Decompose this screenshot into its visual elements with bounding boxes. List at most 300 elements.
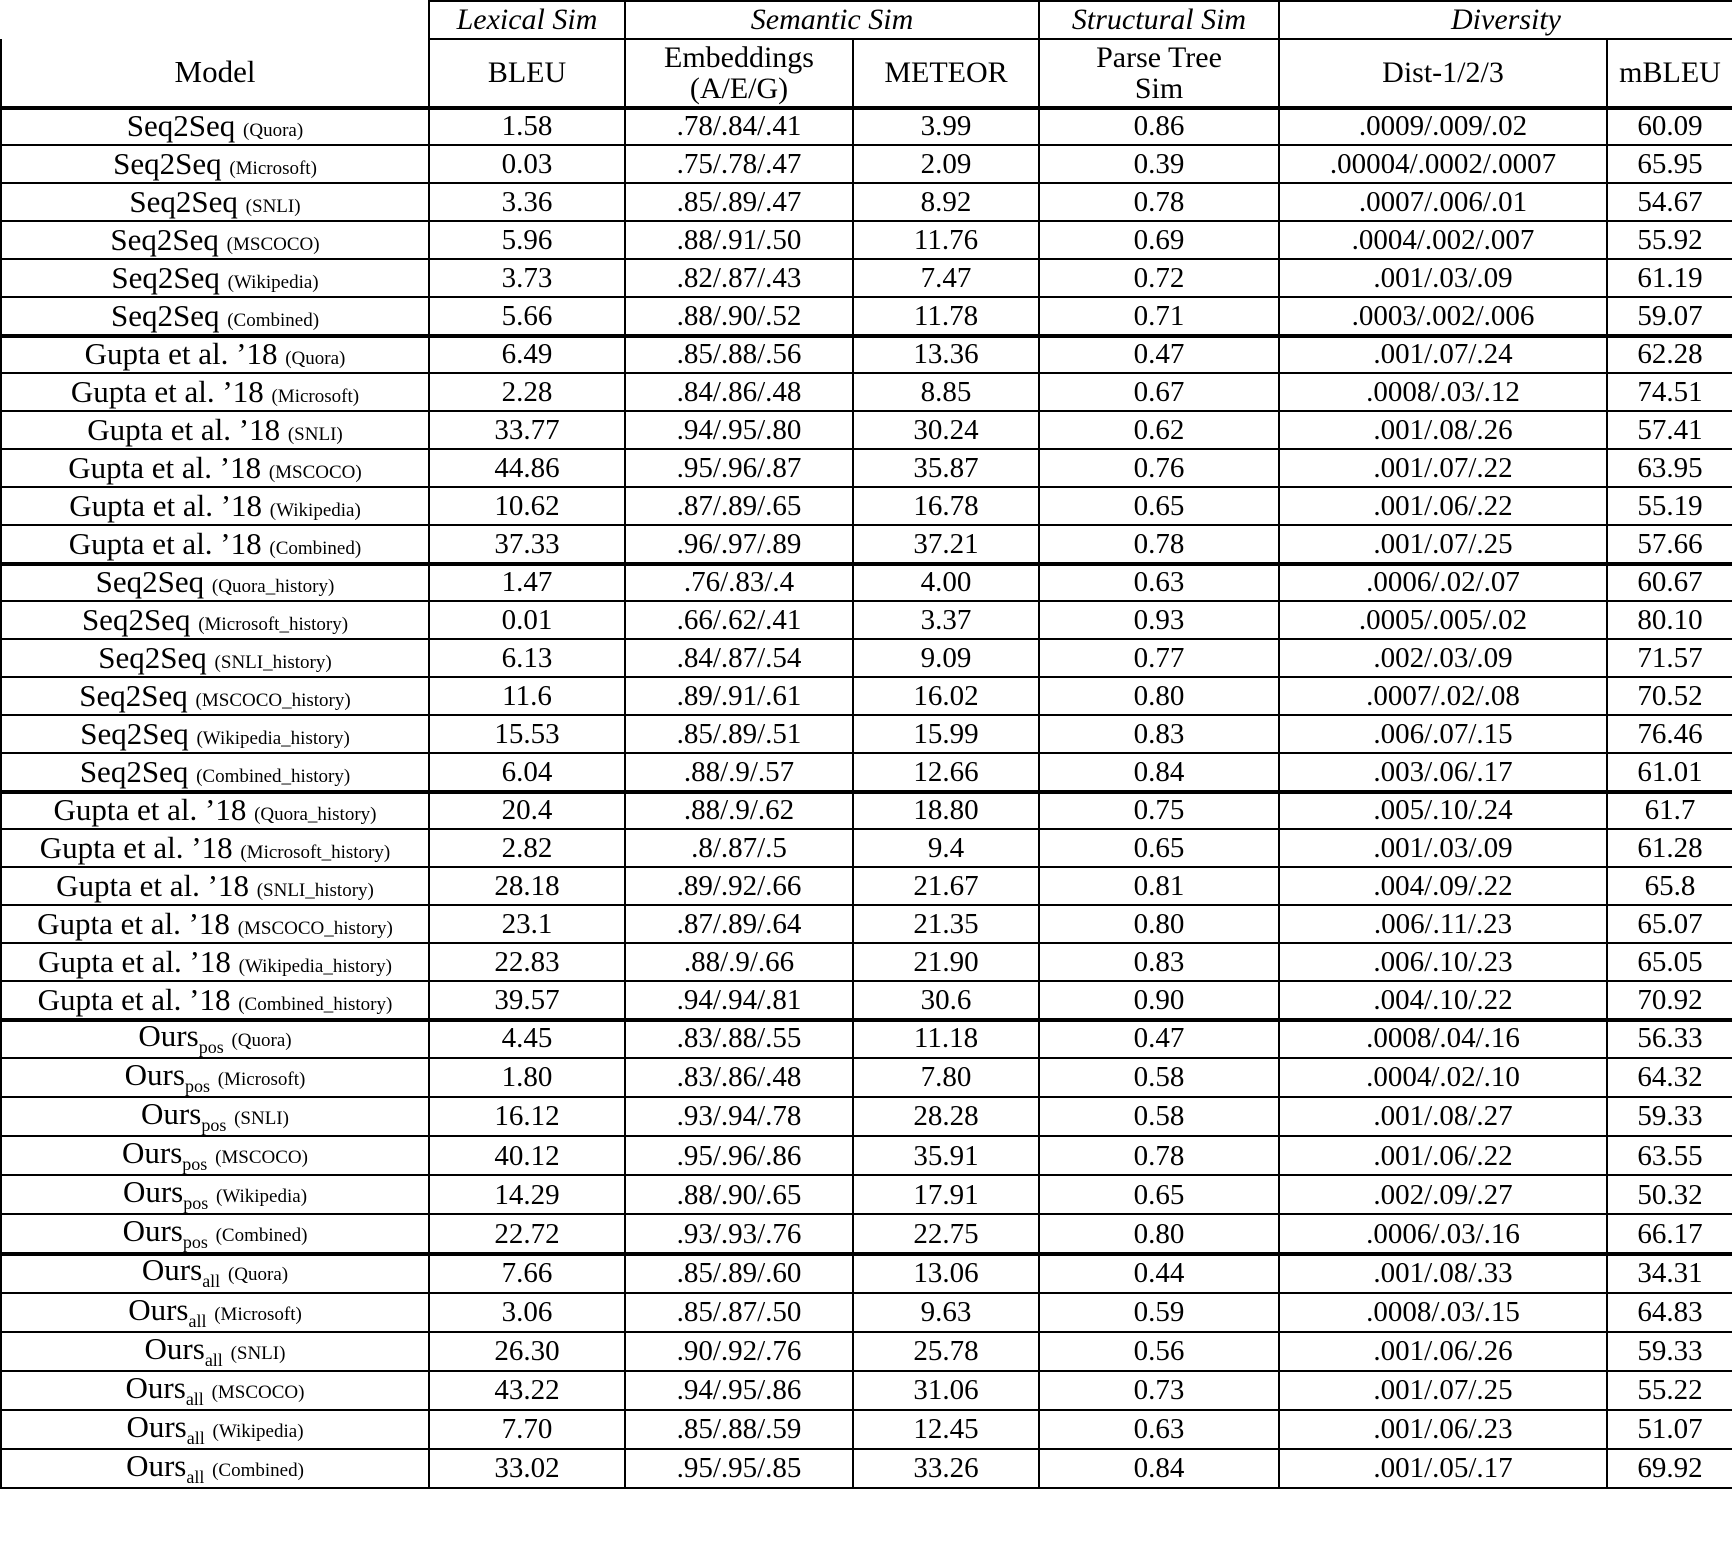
table-row: [1, 1214, 1732, 1253]
table-row: [1, 715, 1732, 753]
cell-mbleu: 74.51: [1607, 373, 1732, 411]
cell-embeddings: .84/.87/.54: [625, 639, 853, 677]
cell-dist: .0005/.005/.02: [1279, 601, 1607, 639]
table-row: [1, 753, 1732, 791]
cell-meteor: 30.24: [853, 411, 1039, 449]
cell-mbleu: 65.07: [1607, 905, 1732, 943]
cell-mbleu: 63.95: [1607, 449, 1732, 487]
column-header-meteor: METEOR: [853, 39, 1039, 107]
cell-parse-tree-sim: 0.80: [1039, 677, 1279, 715]
cell-meteor: 17.91: [853, 1175, 1039, 1214]
cell-model: Ours$_{pos}$ (Combined): [1, 1214, 429, 1253]
column-header-parse-line2: Sim: [1134, 72, 1184, 105]
cell-mbleu: 34.31: [1607, 1253, 1732, 1292]
cell-dist: .006/.11/.23: [1279, 905, 1607, 943]
cell-model: Seq2Seq (Combined): [1, 297, 429, 335]
cell-mbleu: 62.28: [1607, 335, 1732, 373]
table-row: [1, 601, 1732, 639]
table-row: [1, 639, 1732, 677]
cell-dist: .0008/.03/.15: [1279, 1293, 1607, 1332]
table-body: [1, 107, 1732, 1488]
table-row: [1, 943, 1732, 981]
cell-model: Gupta et al. ’18 (MSCOCO_history): [1, 905, 429, 943]
table-row: [1, 449, 1732, 487]
cell-parse-tree-sim: 0.83: [1039, 715, 1279, 753]
column-header-embeddings: [625, 39, 853, 107]
cell-model: Gupta et al. ’18 (MSCOCO): [1, 449, 429, 487]
cell-bleu: 26.30: [429, 1332, 625, 1371]
cell-parse-tree-sim: 0.58: [1039, 1097, 1279, 1136]
cell-meteor: 33.26: [853, 1449, 1039, 1488]
cell-parse-tree-sim: 0.65: [1039, 829, 1279, 867]
table-row: [1, 1371, 1732, 1410]
cell-mbleu: 61.01: [1607, 753, 1732, 791]
cell-embeddings: .93/.93/.76: [625, 1214, 853, 1253]
cell-mbleu: 63.55: [1607, 1136, 1732, 1175]
cell-embeddings: .94/.95/.80: [625, 411, 853, 449]
cell-parse-tree-sim: 0.71: [1039, 297, 1279, 335]
cell-mbleu: 59.33: [1607, 1097, 1732, 1136]
cell-embeddings: .88/.9/.66: [625, 943, 853, 981]
cell-parse-tree-sim: 0.47: [1039, 335, 1279, 373]
cell-parse-tree-sim: 0.63: [1039, 563, 1279, 601]
cell-dist: .0007/.006/.01: [1279, 183, 1607, 221]
cell-bleu: 10.62: [429, 487, 625, 525]
cell-embeddings: .95/.96/.86: [625, 1136, 853, 1175]
cell-bleu: 33.77: [429, 411, 625, 449]
table-row: [1, 1019, 1732, 1058]
table-row: [1, 373, 1732, 411]
group-header-row: [1, 1, 1732, 39]
cell-meteor: 12.45: [853, 1410, 1039, 1449]
cell-parse-tree-sim: 0.39: [1039, 145, 1279, 183]
cell-dist: .001/.07/.22: [1279, 449, 1607, 487]
group-header-blank: [1, 1, 429, 39]
cell-bleu: 1.47: [429, 563, 625, 601]
cell-embeddings: .87/.89/.65: [625, 487, 853, 525]
cell-meteor: 31.06: [853, 1371, 1039, 1410]
cell-embeddings: .93/.94/.78: [625, 1097, 853, 1136]
cell-model: Ours$_{pos}$ (Quora): [1, 1019, 429, 1058]
cell-mbleu: 57.66: [1607, 525, 1732, 563]
cell-mbleu: 61.19: [1607, 259, 1732, 297]
cell-bleu: 16.12: [429, 1097, 625, 1136]
cell-dist: .0007/.02/.08: [1279, 677, 1607, 715]
table-row: [1, 487, 1732, 525]
cell-meteor: 30.6: [853, 981, 1039, 1019]
cell-embeddings: .95/.95/.85: [625, 1449, 853, 1488]
cell-embeddings: .95/.96/.87: [625, 449, 853, 487]
cell-bleu: 44.86: [429, 449, 625, 487]
cell-embeddings: .88/.91/.50: [625, 221, 853, 259]
cell-mbleu: 70.92: [1607, 981, 1732, 1019]
cell-mbleu: 80.10: [1607, 601, 1732, 639]
cell-mbleu: 55.22: [1607, 1371, 1732, 1410]
table-row: [1, 1175, 1732, 1214]
cell-meteor: 21.35: [853, 905, 1039, 943]
cell-bleu: 1.58: [429, 107, 625, 145]
cell-parse-tree-sim: 0.44: [1039, 1253, 1279, 1292]
table-row: [1, 677, 1732, 715]
cell-dist: .0006/.03/.16: [1279, 1214, 1607, 1253]
cell-embeddings: .88/.9/.62: [625, 791, 853, 829]
cell-mbleu: 59.33: [1607, 1332, 1732, 1371]
cell-parse-tree-sim: 0.67: [1039, 373, 1279, 411]
cell-meteor: 16.78: [853, 487, 1039, 525]
cell-bleu: 14.29: [429, 1175, 625, 1214]
cell-embeddings: .94/.94/.81: [625, 981, 853, 1019]
table-row: [1, 1097, 1732, 1136]
cell-meteor: 11.78: [853, 297, 1039, 335]
cell-embeddings: .88/.9/.57: [625, 753, 853, 791]
cell-dist: .001/.07/.24: [1279, 335, 1607, 373]
cell-parse-tree-sim: 0.76: [1039, 449, 1279, 487]
cell-model: Gupta et al. ’18 (Wikipedia_history): [1, 943, 429, 981]
cell-bleu: 22.83: [429, 943, 625, 981]
cell-mbleu: 65.05: [1607, 943, 1732, 981]
cell-meteor: 13.36: [853, 335, 1039, 373]
cell-meteor: 21.67: [853, 867, 1039, 905]
cell-mbleu: 69.92: [1607, 1449, 1732, 1488]
table-row: [1, 1253, 1732, 1292]
cell-model: Gupta et al. ’18 (Quora_history): [1, 791, 429, 829]
cell-parse-tree-sim: 0.75: [1039, 791, 1279, 829]
cell-mbleu: 76.46: [1607, 715, 1732, 753]
cell-mbleu: 56.33: [1607, 1019, 1732, 1058]
cell-bleu: 5.66: [429, 297, 625, 335]
cell-parse-tree-sim: 0.78: [1039, 1136, 1279, 1175]
cell-parse-tree-sim: 0.56: [1039, 1332, 1279, 1371]
cell-dist: .0008/.04/.16: [1279, 1019, 1607, 1058]
table-row: [1, 867, 1732, 905]
cell-parse-tree-sim: 0.78: [1039, 183, 1279, 221]
cell-embeddings: .75/.78/.47: [625, 145, 853, 183]
cell-dist: .006/.07/.15: [1279, 715, 1607, 753]
cell-model: Gupta et al. ’18 (Combined_history): [1, 981, 429, 1019]
cell-model: Gupta et al. ’18 (SNLI): [1, 411, 429, 449]
cell-dist: .004/.10/.22: [1279, 981, 1607, 1019]
cell-dist: .006/.10/.23: [1279, 943, 1607, 981]
table-row: [1, 981, 1732, 1019]
cell-parse-tree-sim: 0.80: [1039, 1214, 1279, 1253]
cell-bleu: 2.82: [429, 829, 625, 867]
cell-mbleu: 55.92: [1607, 221, 1732, 259]
table-row: [1, 1058, 1732, 1097]
cell-mbleu: 60.67: [1607, 563, 1732, 601]
table-row: [1, 221, 1732, 259]
cell-dist: .0008/.03/.12: [1279, 373, 1607, 411]
cell-embeddings: .66/.62/.41: [625, 601, 853, 639]
cell-bleu: 37.33: [429, 525, 625, 563]
cell-mbleu: 64.83: [1607, 1293, 1732, 1332]
cell-bleu: 3.06: [429, 1293, 625, 1332]
cell-bleu: 3.73: [429, 259, 625, 297]
cell-meteor: 7.80: [853, 1058, 1039, 1097]
cell-bleu: 5.96: [429, 221, 625, 259]
cell-meteor: 8.85: [853, 373, 1039, 411]
cell-dist: .001/.08/.26: [1279, 411, 1607, 449]
cell-embeddings: .85/.89/.51: [625, 715, 853, 753]
cell-embeddings: .85/.89/.60: [625, 1253, 853, 1292]
table-row: [1, 905, 1732, 943]
table-row: [1, 335, 1732, 373]
cell-dist: .0003/.002/.006: [1279, 297, 1607, 335]
column-header-embeddings-line1: Embeddings: [664, 40, 814, 74]
cell-dist: .0004/.002/.007: [1279, 221, 1607, 259]
cell-embeddings: .85/.88/.59: [625, 1410, 853, 1449]
cell-embeddings: .76/.83/.4: [625, 563, 853, 601]
cell-model: Gupta et al. ’18 (SNLI_history): [1, 867, 429, 905]
cell-embeddings: .90/.92/.76: [625, 1332, 853, 1371]
cell-parse-tree-sim: 0.58: [1039, 1058, 1279, 1097]
cell-meteor: 15.99: [853, 715, 1039, 753]
table-row: [1, 563, 1732, 601]
table-row: [1, 259, 1732, 297]
cell-bleu: 39.57: [429, 981, 625, 1019]
cell-embeddings: .85/.89/.47: [625, 183, 853, 221]
cell-bleu: 6.04: [429, 753, 625, 791]
column-header-parse-line1: Parse Tree: [1096, 40, 1222, 74]
cell-mbleu: 65.95: [1607, 145, 1732, 183]
cell-mbleu: 71.57: [1607, 639, 1732, 677]
cell-model: Gupta et al. ’18 (Microsoft_history): [1, 829, 429, 867]
table-row: [1, 411, 1732, 449]
cell-model: Ours$_{all}$ (SNLI): [1, 1332, 429, 1371]
table-row: [1, 1449, 1732, 1488]
cell-model: Ours$_{all}$ (Wikipedia): [1, 1410, 429, 1449]
cell-meteor: 11.18: [853, 1019, 1039, 1058]
cell-dist: .001/.06/.22: [1279, 1136, 1607, 1175]
cell-bleu: 0.03: [429, 145, 625, 183]
cell-dist: .005/.10/.24: [1279, 791, 1607, 829]
cell-model: Seq2Seq (MSCOCO_history): [1, 677, 429, 715]
cell-embeddings: .89/.91/.61: [625, 677, 853, 715]
cell-bleu: 20.4: [429, 791, 625, 829]
cell-model: Gupta et al. ’18 (Combined): [1, 525, 429, 563]
cell-model: Ours$_{pos}$ (Microsoft): [1, 1058, 429, 1097]
cell-mbleu: 57.41: [1607, 411, 1732, 449]
cell-model: Seq2Seq (Wikipedia_history): [1, 715, 429, 753]
cell-parse-tree-sim: 0.72: [1039, 259, 1279, 297]
cell-dist: .001/.06/.22: [1279, 487, 1607, 525]
cell-model: Seq2Seq (SNLI): [1, 183, 429, 221]
table-row: [1, 297, 1732, 335]
cell-bleu: 0.01: [429, 601, 625, 639]
cell-parse-tree-sim: 0.81: [1039, 867, 1279, 905]
cell-parse-tree-sim: 0.63: [1039, 1410, 1279, 1449]
cell-dist: .001/.03/.09: [1279, 829, 1607, 867]
cell-meteor: 9.09: [853, 639, 1039, 677]
cell-meteor: 18.80: [853, 791, 1039, 829]
cell-mbleu: 51.07: [1607, 1410, 1732, 1449]
column-header-bleu: BLEU: [429, 39, 625, 107]
cell-model: Seq2Seq (Quora_history): [1, 563, 429, 601]
cell-meteor: 13.06: [853, 1253, 1039, 1292]
cell-model: Ours$_{pos}$ (MSCOCO): [1, 1136, 429, 1175]
table-row: [1, 1332, 1732, 1371]
column-header-model: Model: [1, 39, 429, 107]
cell-parse-tree-sim: 0.83: [1039, 943, 1279, 981]
cell-mbleu: 70.52: [1607, 677, 1732, 715]
cell-parse-tree-sim: 0.65: [1039, 487, 1279, 525]
cell-mbleu: 60.09: [1607, 107, 1732, 145]
cell-bleu: 2.28: [429, 373, 625, 411]
cell-meteor: 16.02: [853, 677, 1039, 715]
cell-mbleu: 55.19: [1607, 487, 1732, 525]
table-row: [1, 791, 1732, 829]
cell-dist: .0006/.02/.07: [1279, 563, 1607, 601]
cell-parse-tree-sim: 0.93: [1039, 601, 1279, 639]
cell-dist: .003/.06/.17: [1279, 753, 1607, 791]
cell-embeddings: .88/.90/.52: [625, 297, 853, 335]
cell-mbleu: 61.28: [1607, 829, 1732, 867]
cell-model: Gupta et al. ’18 (Microsoft): [1, 373, 429, 411]
table-row: [1, 145, 1732, 183]
cell-bleu: 6.13: [429, 639, 625, 677]
cell-parse-tree-sim: 0.86: [1039, 107, 1279, 145]
cell-meteor: 7.47: [853, 259, 1039, 297]
cell-parse-tree-sim: 0.62: [1039, 411, 1279, 449]
cell-parse-tree-sim: 0.47: [1039, 1019, 1279, 1058]
cell-bleu: 4.45: [429, 1019, 625, 1058]
cell-bleu: 7.66: [429, 1253, 625, 1292]
cell-meteor: 35.87: [853, 449, 1039, 487]
cell-mbleu: 54.67: [1607, 183, 1732, 221]
cell-bleu: 22.72: [429, 1214, 625, 1253]
cell-meteor: 25.78: [853, 1332, 1039, 1371]
cell-model: Ours$_{pos}$ (SNLI): [1, 1097, 429, 1136]
table-row: [1, 525, 1732, 563]
cell-meteor: 11.76: [853, 221, 1039, 259]
cell-mbleu: 64.32: [1607, 1058, 1732, 1097]
cell-bleu: 11.6: [429, 677, 625, 715]
cell-model: Seq2Seq (Microsoft_history): [1, 601, 429, 639]
cell-meteor: 4.00: [853, 563, 1039, 601]
cell-meteor: 37.21: [853, 525, 1039, 563]
cell-dist: .001/.06/.26: [1279, 1332, 1607, 1371]
table-row: [1, 829, 1732, 867]
cell-model: Ours$_{all}$ (Quora): [1, 1253, 429, 1292]
cell-model: Seq2Seq (Wikipedia): [1, 259, 429, 297]
cell-dist: .001/.07/.25: [1279, 1371, 1607, 1410]
column-header-row: [1, 39, 1732, 107]
cell-bleu: 23.1: [429, 905, 625, 943]
cell-dist: .0009/.009/.02: [1279, 107, 1607, 145]
cell-meteor: 9.63: [853, 1293, 1039, 1332]
cell-embeddings: .94/.95/.86: [625, 1371, 853, 1410]
cell-embeddings: .8/.87/.5: [625, 829, 853, 867]
cell-dist: .001/.08/.27: [1279, 1097, 1607, 1136]
cell-dist: .001/.08/.33: [1279, 1253, 1607, 1292]
cell-embeddings: .85/.87/.50: [625, 1293, 853, 1332]
cell-model: Ours$_{all}$ (Combined): [1, 1449, 429, 1488]
cell-parse-tree-sim: 0.78: [1039, 525, 1279, 563]
cell-dist: .001/.05/.17: [1279, 1449, 1607, 1488]
cell-meteor: 21.90: [853, 943, 1039, 981]
group-header-diversity: Diversity: [1279, 1, 1732, 39]
cell-embeddings: .82/.87/.43: [625, 259, 853, 297]
cell-parse-tree-sim: 0.84: [1039, 753, 1279, 791]
cell-model: Seq2Seq (Combined_history): [1, 753, 429, 791]
cell-embeddings: .83/.88/.55: [625, 1019, 853, 1058]
cell-dist: .0004/.02/.10: [1279, 1058, 1607, 1097]
table-row: [1, 183, 1732, 221]
cell-bleu: 7.70: [429, 1410, 625, 1449]
column-header-mbleu: mBLEU: [1607, 39, 1732, 107]
cell-meteor: 9.4: [853, 829, 1039, 867]
cell-model: Seq2Seq (MSCOCO): [1, 221, 429, 259]
cell-mbleu: 61.7: [1607, 791, 1732, 829]
cell-embeddings: .85/.88/.56: [625, 335, 853, 373]
cell-bleu: 6.49: [429, 335, 625, 373]
cell-meteor: 28.28: [853, 1097, 1039, 1136]
cell-parse-tree-sim: 0.80: [1039, 905, 1279, 943]
cell-bleu: 43.22: [429, 1371, 625, 1410]
cell-parse-tree-sim: 0.69: [1039, 221, 1279, 259]
group-header-lexical: Lexical Sim: [429, 1, 625, 39]
cell-parse-tree-sim: 0.77: [1039, 639, 1279, 677]
table-row: [1, 1293, 1732, 1332]
table-header: [1, 1, 1732, 107]
cell-parse-tree-sim: 0.84: [1039, 1449, 1279, 1488]
cell-meteor: 22.75: [853, 1214, 1039, 1253]
cell-mbleu: 50.32: [1607, 1175, 1732, 1214]
cell-bleu: 3.36: [429, 183, 625, 221]
cell-model: Seq2Seq (Quora): [1, 107, 429, 145]
cell-meteor: 2.09: [853, 145, 1039, 183]
cell-embeddings: .83/.86/.48: [625, 1058, 853, 1097]
cell-dist: .001/.07/.25: [1279, 525, 1607, 563]
cell-meteor: 35.91: [853, 1136, 1039, 1175]
cell-embeddings: .84/.86/.48: [625, 373, 853, 411]
cell-embeddings: .88/.90/.65: [625, 1175, 853, 1214]
cell-dist: .002/.03/.09: [1279, 639, 1607, 677]
cell-model: Gupta et al. ’18 (Wikipedia): [1, 487, 429, 525]
cell-bleu: 15.53: [429, 715, 625, 753]
cell-model: Seq2Seq (SNLI_history): [1, 639, 429, 677]
cell-embeddings: .89/.92/.66: [625, 867, 853, 905]
table-row: [1, 1410, 1732, 1449]
cell-parse-tree-sim: 0.59: [1039, 1293, 1279, 1332]
cell-embeddings: .96/.97/.89: [625, 525, 853, 563]
table-row: [1, 107, 1732, 145]
cell-mbleu: 66.17: [1607, 1214, 1732, 1253]
cell-meteor: 12.66: [853, 753, 1039, 791]
cell-dist: .004/.09/.22: [1279, 867, 1607, 905]
cell-dist: .001/.03/.09: [1279, 259, 1607, 297]
cell-bleu: 1.80: [429, 1058, 625, 1097]
cell-meteor: 3.99: [853, 107, 1039, 145]
cell-meteor: 3.37: [853, 601, 1039, 639]
cell-parse-tree-sim: 0.73: [1039, 1371, 1279, 1410]
cell-parse-tree-sim: 0.90: [1039, 981, 1279, 1019]
cell-meteor: 8.92: [853, 183, 1039, 221]
cell-model: Ours$_{pos}$ (Wikipedia): [1, 1175, 429, 1214]
cell-bleu: 33.02: [429, 1449, 625, 1488]
column-header-embeddings-line2: (A/E/G): [689, 72, 789, 105]
group-header-structural: Structural Sim: [1039, 1, 1279, 39]
cell-model: Seq2Seq (Microsoft): [1, 145, 429, 183]
cell-mbleu: 59.07: [1607, 297, 1732, 335]
cell-dist: .001/.06/.23: [1279, 1410, 1607, 1449]
cell-parse-tree-sim: 0.65: [1039, 1175, 1279, 1214]
group-header-semantic: Semantic Sim: [625, 1, 1039, 39]
cell-embeddings: .78/.84/.41: [625, 107, 853, 145]
cell-model: Ours$_{all}$ (MSCOCO): [1, 1371, 429, 1410]
cell-model: Gupta et al. ’18 (Quora): [1, 335, 429, 373]
cell-embeddings: .87/.89/.64: [625, 905, 853, 943]
cell-dist: .002/.09/.27: [1279, 1175, 1607, 1214]
